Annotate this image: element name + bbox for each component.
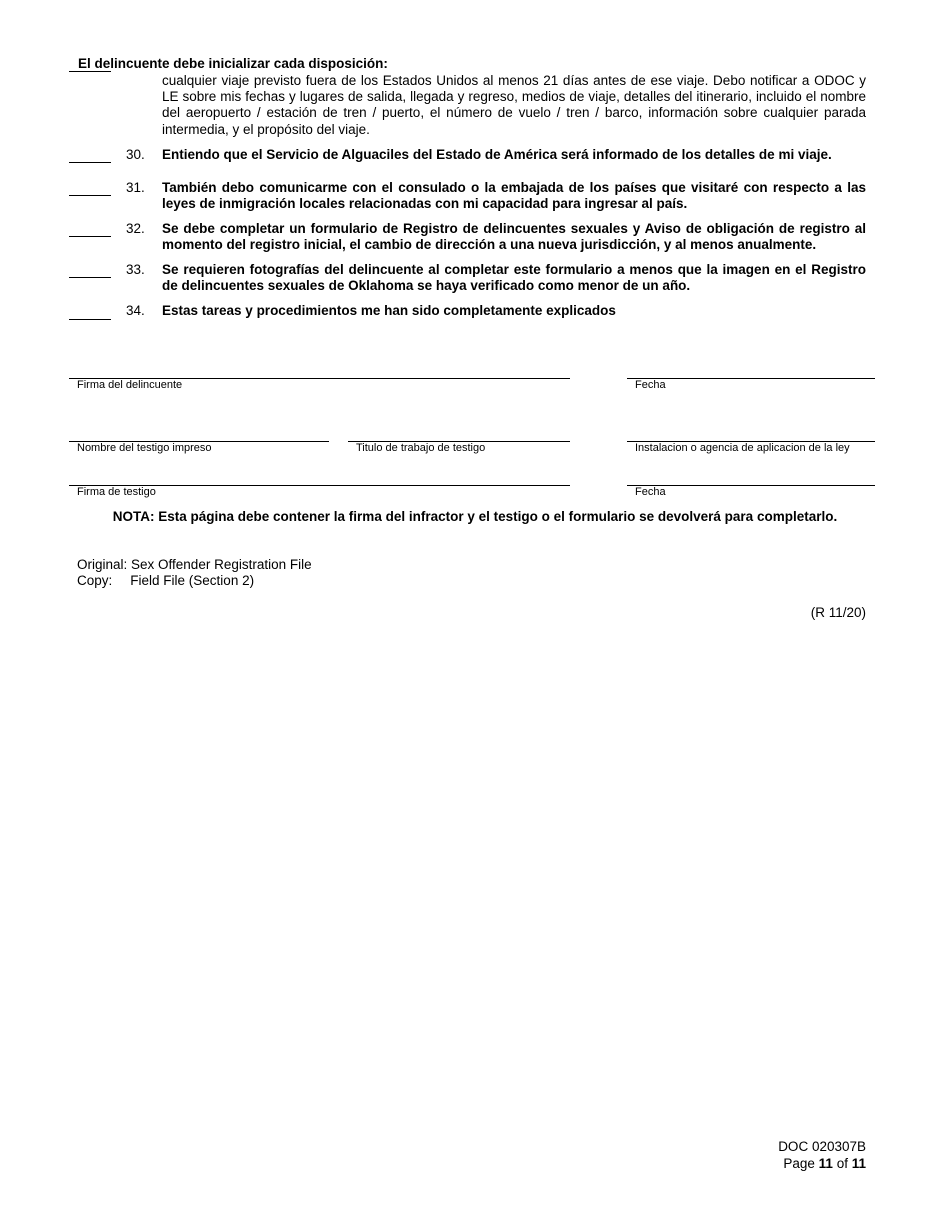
initial-blank[interactable] (69, 319, 111, 320)
initial-blank[interactable] (69, 162, 111, 163)
provision-text: También debo comunicarme con el consulado o la embajada de los países que visitaré con respecto a las leyes de inmigración locales relacionadas con mi capacidad para ingresar al país. (162, 180, 866, 212)
revision-code: (R 11/20) (810, 605, 866, 620)
witness-signature-label: Firma de testigo (77, 486, 156, 498)
distribution-original: Original: Sex Offender Registration File (77, 557, 312, 572)
distribution-copy (77, 573, 254, 588)
continued-provision-text: cualquier viaje previsto fuera de los Estados Unidos al menos 21 días antes de ese viaje. Debo notificar a ODOC y LE sobre mis fechas y lugares de salida, llegada y regreso, medios de viaje, detalles del itinerario, incluido el nombre del aeropuerto / estación de tren / puerto, el número de vuelo / tren / barco, información sobre cualquier parada intermedia, y el propósito del viaje. (162, 73, 866, 137)
provision-text: Estas tareas y procedimientos me han sido completamente explicados (162, 303, 616, 318)
page-total: 11 (851, 1155, 866, 1171)
provision-number: 31. (126, 180, 145, 195)
provision-text: Entiendo que el Servicio de Alguaciles del Estado de América será informado de los detalles de mi viaje. (162, 147, 832, 162)
date-label-2: Fecha (635, 486, 666, 498)
offender-signature-label: Firma del delincuente (77, 379, 183, 391)
initial-blank[interactable] (69, 236, 111, 237)
initial-blank[interactable] (69, 195, 111, 196)
distribution-copy-value: Field File (Section 2) (130, 573, 255, 588)
initial-blank[interactable] (69, 277, 111, 278)
doc-number: DOC 020307B (778, 1139, 866, 1154)
witness-printed-name-label: Nombre del testigo impreso (77, 442, 212, 454)
provision-number: 33. (126, 262, 145, 277)
provision-number: 30. (126, 147, 145, 162)
provision-text: Se requieren fotografías del delincuente al completar este formulario a menos que la imagen en el Registro de delincuentes sexuales de Oklahoma se haya verificado como menor de un año. (162, 262, 866, 294)
page-current: 11 (818, 1155, 833, 1171)
provision-text: Se debe completar un formulario de Registro de delincuentes sexuales y Aviso de obligación de registro al momento del registro inicial, el cambio de dirección a una nueva jurisdicción, y al menos anualmente. (162, 221, 866, 253)
date-label-1: Fecha (635, 379, 666, 391)
page-footer (778, 1139, 866, 1172)
nota-notice: NOTA: Esta página debe contener la firma del infractor y el testigo o el formulario se devolverá para completarlo. (112, 509, 838, 524)
provision-number: 34. (126, 303, 145, 318)
page-indicator: Page 11 of 11 (783, 1155, 866, 1171)
provision-number: 32. (126, 221, 145, 236)
witness-job-title-label: Titulo de trabajo de testigo (356, 442, 486, 454)
section-title: El delincuente debe inicializar cada disposición: (78, 56, 388, 71)
distribution-copy-label: Copy: (77, 573, 113, 588)
initial-blank-prev[interactable] (69, 71, 111, 72)
agency-label: Instalacion o agencia de aplicacion de la ley (635, 442, 850, 454)
